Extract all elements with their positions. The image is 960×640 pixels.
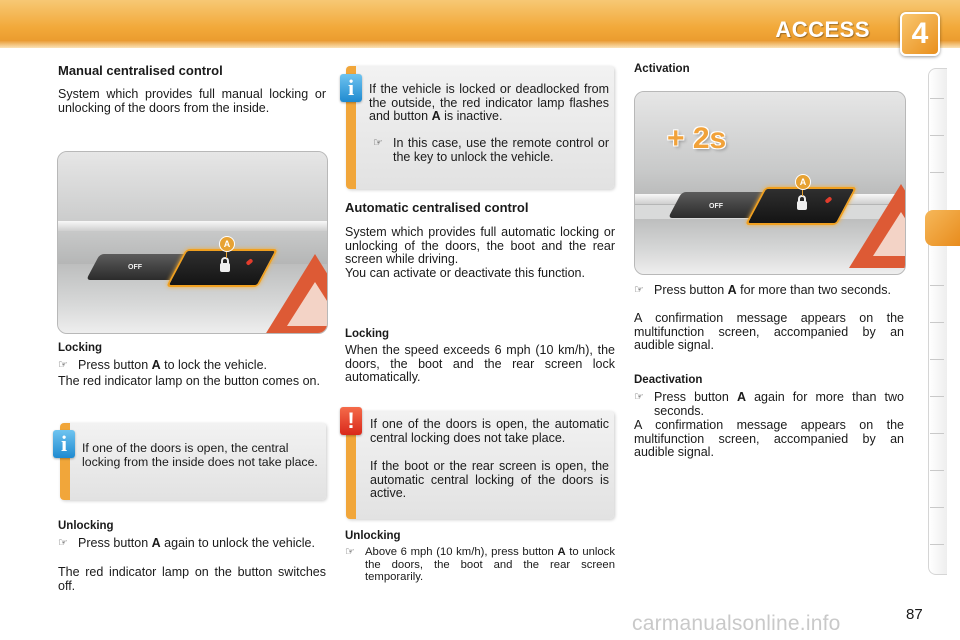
automatic-control-intro-2: You can activate or deactivate this function. <box>345 266 585 280</box>
rail-divider <box>930 433 944 434</box>
locking-heading: Locking <box>58 342 103 354</box>
warning-note-auto-p2: If the boot or the rear screen is open, the automatic central locking of the doors is active. <box>370 459 609 500</box>
locking-result: The red indicator lamp on the button comes on. <box>58 374 320 388</box>
manual-button-figure <box>57 151 328 334</box>
off-label: OFF <box>709 203 723 210</box>
rail-divider <box>930 285 944 286</box>
pointing-hand-icon: ☞ <box>345 546 355 558</box>
pointing-hand-icon: ☞ <box>58 537 68 549</box>
chapter-title: ACCESS <box>775 17 870 42</box>
pointing-hand-icon: ☞ <box>634 284 644 296</box>
deactivation-result: A confirmation message appears on the multifunction screen, accompanied by an audible signal. <box>634 418 904 459</box>
auto-unlocking-step: ☞ Above 6 mph (10 km/h), press button A to unlock the doors, the boot and the rear screen temporarily. <box>345 546 615 583</box>
activation-button-figure <box>634 91 906 275</box>
activation-result: A confirmation message appears on the multifunction screen, accompanied by an audible signal. <box>634 311 904 352</box>
deactivation-heading: Deactivation <box>634 374 703 386</box>
rail-divider <box>930 470 944 471</box>
info-note-deadlock-step: ☞ In this case, use the remote control or the key to unlock the vehicle. <box>373 136 609 164</box>
hazard-warning-icon-inner <box>873 212 906 256</box>
unlocking-step: ☞ Press button A again to unlock the vehicle. <box>58 536 315 550</box>
rail-divider <box>930 396 944 397</box>
pointing-hand-icon: ☞ <box>373 137 383 149</box>
rail-divider <box>930 98 944 99</box>
info-note-manual-text: If one of the doors is open, the central locking from the inside does not take place. <box>82 441 318 469</box>
callout-a: A <box>795 174 811 190</box>
rail-divider <box>930 135 944 136</box>
chapter-number-badge: 4 <box>900 12 940 56</box>
rail-divider <box>930 322 944 323</box>
manual-control-title: Manual centralised control <box>58 63 223 78</box>
automatic-control-title: Automatic centralised control <box>345 200 529 215</box>
active-chapter-tab[interactable] <box>925 210 960 246</box>
rail-divider <box>930 507 944 508</box>
off-label: OFF <box>128 264 142 271</box>
callout-a: A <box>219 236 235 252</box>
warning-icon: ! <box>340 407 362 435</box>
watermark: carmanualsonline.info <box>632 612 841 635</box>
padlock-icon <box>797 201 807 210</box>
rail-divider <box>930 544 944 545</box>
hazard-warning-icon-inner <box>287 282 328 326</box>
manual-control-intro: System which provides full manual locking or unlocking of the doors from the inside. <box>58 87 326 115</box>
rail-divider <box>930 172 944 173</box>
auto-locking-text: When the speed exceeds 6 mph (10 km/h), the doors, the boot and the rear screen lock automatically. <box>345 343 615 384</box>
hold-two-seconds-badge: + 2s <box>667 122 727 155</box>
activation-step: ☞ Press button A for more than two seconds. <box>634 283 891 297</box>
locking-step: ☞ Press button A to lock the vehicle. <box>58 358 267 372</box>
unlocking-result: The red indicator lamp on the button switches off. <box>58 565 326 593</box>
info-icon: i <box>53 430 75 458</box>
deactivation-step: ☞ Press button A again for more than two seconds. <box>634 390 905 418</box>
padlock-icon <box>220 263 230 272</box>
automatic-control-intro: System which provides full automatic locking or unlocking of the doors, the boot and the rear screen while driving. <box>345 225 615 266</box>
auto-unlocking-heading: Unlocking <box>345 530 401 542</box>
auto-locking-heading: Locking <box>345 328 390 340</box>
pointing-hand-icon: ☞ <box>634 391 644 403</box>
unlocking-heading: Unlocking <box>58 520 114 532</box>
warning-note-auto-p1: If one of the doors is open, the automatic central locking does not take place. <box>370 417 609 445</box>
activation-heading: Activation <box>634 63 690 75</box>
info-icon: i <box>340 74 362 102</box>
page-number: 87 <box>906 606 923 623</box>
pointing-hand-icon: ☞ <box>58 359 68 371</box>
rail-divider <box>930 359 944 360</box>
info-note-deadlock-text: If the vehicle is locked or deadlocked from the outside, the red indicator lamp flashes and button A is inactive. <box>369 82 609 123</box>
